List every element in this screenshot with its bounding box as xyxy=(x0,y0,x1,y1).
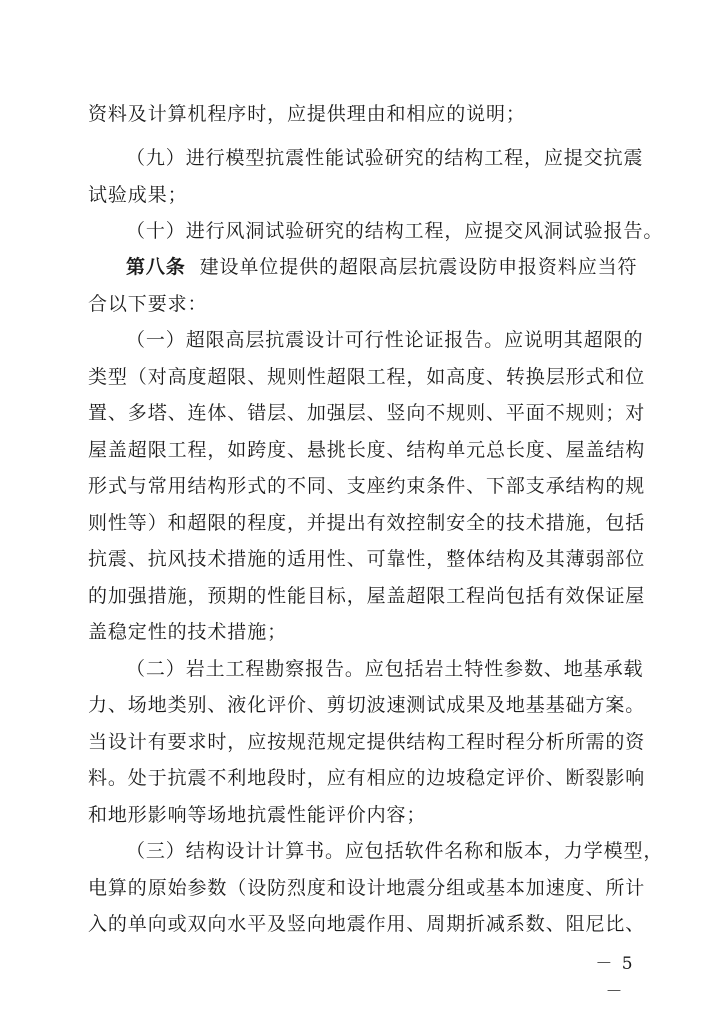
text-line: 资料及计算机程序时，应提供理由和相应的说明； xyxy=(88,103,526,125)
text-line: 料。处于抗震不利地段时，应有相应的边坡稳定评价、断裂影响 xyxy=(88,767,646,789)
item-one-line: （一）超限高层抗震设计可行性论证报告。应说明其超限的 xyxy=(126,329,644,351)
text-line: 抗震、抗风技术措施的适用性、可靠性，整体结构及其薄弱部位 xyxy=(88,548,646,570)
text-line: 力、场地类别、液化评价、剪切波速测试成果及地基基础方案。 xyxy=(88,694,646,716)
item-nine-line: （九）进行模型抗震性能试验研究的结构工程，应提交抗震 xyxy=(126,147,644,169)
item-three-line: （三）结构设计计算书。应包括软件名称和版本，力学模型， xyxy=(126,840,664,862)
text-line: 屋盖超限工程，如跨度、悬挑长度、结构单元总长度、屋盖结构 xyxy=(88,439,646,461)
article-eight-line xyxy=(126,250,648,284)
text-line: 入的单向或双向水平及竖向地震作用、周期折减系数、阻尼比、 xyxy=(88,913,646,935)
text-line: 电算的原始参数（设防烈度和设计地震分组或基本加速度、所计 xyxy=(88,877,646,899)
page-number: － 5 － xyxy=(595,954,635,1002)
text-line: 盖稳定性的技术措施； xyxy=(88,621,288,643)
text-line: 形式与常用结构形式的不同、支座约束条件、下部支承结构的规 xyxy=(88,475,646,497)
item-ten-line: （十）进行风洞试验研究的结构工程，应提交风洞试验报告。 xyxy=(126,220,664,242)
article-heading: 第八条 xyxy=(126,256,186,278)
text-line: 试验成果； xyxy=(88,184,188,206)
text-line: 置、多塔、连体、错层、加强层、竖向不规则、平面不规则；对 xyxy=(88,402,646,424)
text-line: 和地形影响等场地抗震性能评价内容； xyxy=(88,804,427,826)
article-text: 建设单位提供的超限高层抗震设防申报资料应当符 xyxy=(199,256,638,278)
text-line: 则性等）和超限的程度，并提出有效控制安全的技术措施，包括 xyxy=(88,512,646,534)
text-line: 的加强措施，预期的性能目标，屋盖超限工程尚包括有效保证屋 xyxy=(88,585,646,607)
text-line: 当设计有要求时，应按规范规定提供结构工程时程分析所需的资 xyxy=(88,731,646,753)
item-two-line: （二）岩土工程勘察报告。应包括岩土特性参数、地基承载 xyxy=(126,658,644,680)
text-line: 类型（对高度超限、规则性超限工程，如高度、转换层形式和位 xyxy=(88,366,646,388)
text-line: 合以下要求： xyxy=(88,293,208,315)
